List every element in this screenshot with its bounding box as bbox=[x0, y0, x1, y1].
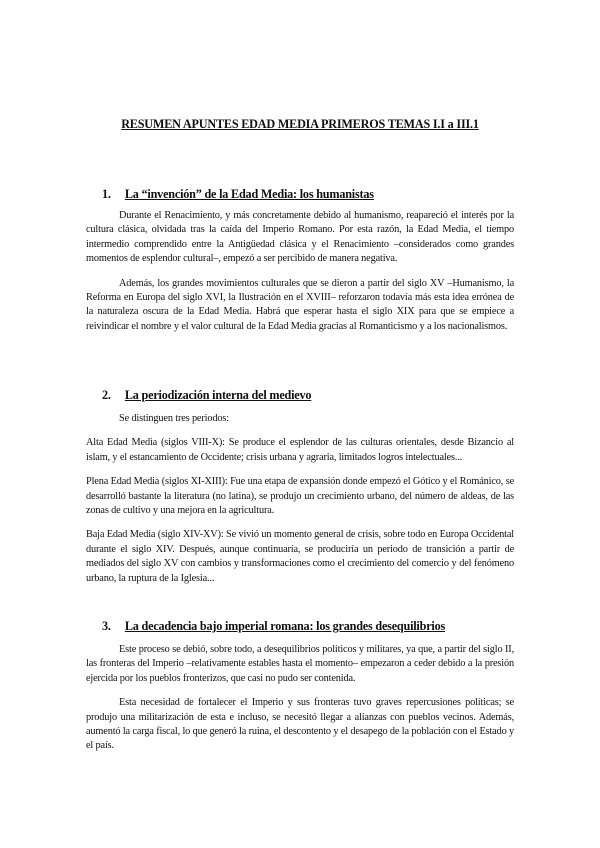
section-1-heading bbox=[86, 187, 514, 202]
section-2-title: La periodización interna del medievo bbox=[124, 388, 312, 402]
section-1-body bbox=[86, 209, 514, 344]
section-1-title: La “invención” de la Edad Media: los humanistas bbox=[124, 187, 374, 201]
section-2-intro: Se distinguen tres periodos: bbox=[119, 413, 229, 424]
section-3-title: La decadencia bajo imperial romana: los grandes desequilibrios bbox=[124, 619, 446, 633]
section-1-paragraph-1: Durante el Renacimiento, y más concretamente debido al humanismo, reapareció el interés por la cultura clásica, olvidada tras la caída del Imperio Romano. Por esta razón, la Edad Media, el tiempo intermedio comprendido entre la Antigüedad clásica y el Renacimiento –considerados como grandes momentos de esplendor cultural–, empezó a ser percibido de manera negativa. bbox=[86, 210, 514, 265]
section-2-body bbox=[86, 412, 514, 596]
document-title: RESUMEN APUNTES EDAD MEDIA PRIMEROS TEMAS I.I a III.1 bbox=[121, 117, 479, 131]
section-2-paragraph-1: Alta Edad Media (siglos VIII-X): Se produce el esplendor de las culturas orientales, desde Bizancio al islam, y el estancamiento de Occidente; crisis urbana y agraria, limitados logros intelectuales... bbox=[86, 437, 514, 463]
section-3-heading bbox=[86, 619, 514, 634]
section-3-paragraph-1: Este proceso se debió, sobre todo, a desequilibrios políticos y militares, ya que, a partir del siglo II, las fronteras del Imperio –relativamente estables hasta el momento– empezaron a ceder debido a la presión ejercida por los pueblos fronterizos, que casi no pudo ser contenida. bbox=[86, 644, 514, 684]
section-3-number: 3. bbox=[102, 619, 111, 633]
section-1-number: 1. bbox=[102, 187, 111, 201]
section-3-paragraph-2: Esta necesidad de fortalecer el Imperio y sus fronteras tuvo graves repercusiones políticas; se produjo una militarización de esta e incluso, se necesitó llegar a alianzas con pueblos vecinos. Además, aumentó la carga fiscal, lo que generó la ruina, el descontento y el desapego de la población con el Estado y el país. bbox=[86, 697, 514, 752]
section-2-heading bbox=[86, 388, 514, 403]
section-2-paragraph-3: Baja Edad Media (siglo XIV-XV): Se vivió un momento general de crisis, sobre todo en Europa Occidental durante el siglo XIV. Después, aunque continuaría, se produciría un periodo de transición a partir de mediados del siglo XV con cambios y transformaciones como el crecimiento del comercio y del fenómeno urbano, la ruptura de la Iglesia... bbox=[86, 529, 514, 584]
section-2-number: 2. bbox=[102, 388, 111, 402]
section-2-paragraph-2: Plena Edad Media (siglos XI-XIII): Fue una etapa de expansión donde empezó el Gótico y el Románico, se desarrolló bastante la literatura (no latina), se produjo un crecimiento urbano, del número de aldeas, de las zonas de cultivo y una mejora en la agricultura. bbox=[86, 476, 514, 517]
section-1-paragraph-2: Además, los grandes movimientos culturales que se dieron a partir del siglo XV –Humanismo, la Reforma en Europa del siglo XVI, la Ilustración en el XVIII– reforzaron todavía más esta idea errónea de la naturaleza oscura de la Edad Media. Habrá que esperar hasta el siglo XIX para que se empiece a reivindicar el nombre y el valor cultural de la Edad Media gracias al Romanticismo y a los nacionalismos. bbox=[86, 277, 514, 332]
section-3-body bbox=[86, 643, 514, 764]
